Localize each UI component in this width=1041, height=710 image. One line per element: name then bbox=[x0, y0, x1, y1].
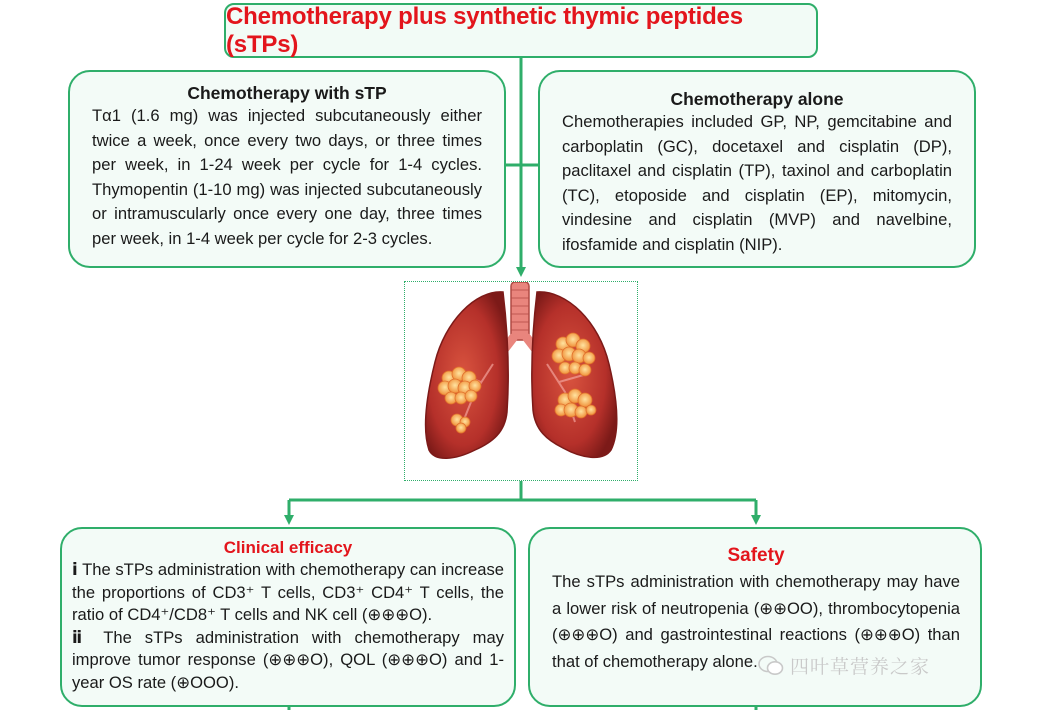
watermark bbox=[758, 652, 930, 679]
clinical-efficacy-box bbox=[60, 527, 516, 707]
efficacy-item-2-marker: ⅱ bbox=[72, 627, 91, 647]
efficacy-item-1-marker: ⅰ bbox=[72, 560, 78, 579]
chemo-with-stp-box bbox=[68, 70, 506, 268]
chemo-with-stp-text: Tα1 (1.6 mg) was injected subcutaneously either twice a week, once every two days, or three times per week, in 1-24 week per cycle for 1-4 cycles. Thymopentin (1-10 mg) was injected subcutaneously or intramuscularly once every one day, three times per week, in 1-4 week per cycle for 2-3 cycles. bbox=[92, 106, 482, 248]
safety-heading: Safety bbox=[727, 545, 785, 566]
chemo-with-stp-heading: Chemotherapy with sTP bbox=[187, 83, 387, 103]
clinical-efficacy-heading: Clinical efficacy bbox=[223, 538, 353, 557]
efficacy-item-2 bbox=[72, 627, 504, 695]
lungs-image-frame bbox=[404, 281, 638, 481]
title-box bbox=[224, 3, 818, 58]
diagram-title: Chemotherapy plus synthetic thymic peptides (sTPs) bbox=[226, 2, 743, 58]
chemo-alone-box bbox=[538, 70, 976, 268]
lungs-icon bbox=[405, 282, 637, 480]
efficacy-item-1 bbox=[72, 559, 504, 627]
safety-box bbox=[528, 527, 982, 707]
efficacy-item-1-text: The sTPs administration with chemotherapy can increase the proportions of CD3⁺ T cells, CD3⁺ CD4⁺ T cells, the ratio of CD4⁺/CD8⁺ T cells and NK cell (⊕⊕⊕O). bbox=[72, 560, 504, 624]
chemo-alone-text: Chemotherapies included GP, NP, gemcitabine and carboplatin (GC), docetaxel and cisplatin (DP), paclitaxel and cisplatin (TP), taxinol and carboplatin (TC), etoposide and cisplatin (EP), mitomycin, vindesine and cisplatin (MVP) and navelbine, ifosfamide and cisplatin (NIP). bbox=[562, 112, 952, 254]
chemo-alone-heading: Chemotherapy alone bbox=[670, 89, 844, 109]
wechat-icon bbox=[758, 655, 784, 677]
watermark-text: 四叶草营养之家 bbox=[790, 657, 931, 678]
safety-text: The sTPs administration with chemotherapy may have a lower risk of neutropenia (⊕⊕OO), thrombocytopenia (⊕⊕⊕O) and gastrointestinal reactions (⊕⊕⊕O) than that of chemotherapy alone. bbox=[552, 572, 960, 671]
efficacy-item-2-text: The sTPs administration with chemotherapy may improve tumor response (⊕⊕⊕O), QOL (⊕⊕⊕O) and 1-year OS rate (⊕OOO). bbox=[72, 627, 504, 692]
